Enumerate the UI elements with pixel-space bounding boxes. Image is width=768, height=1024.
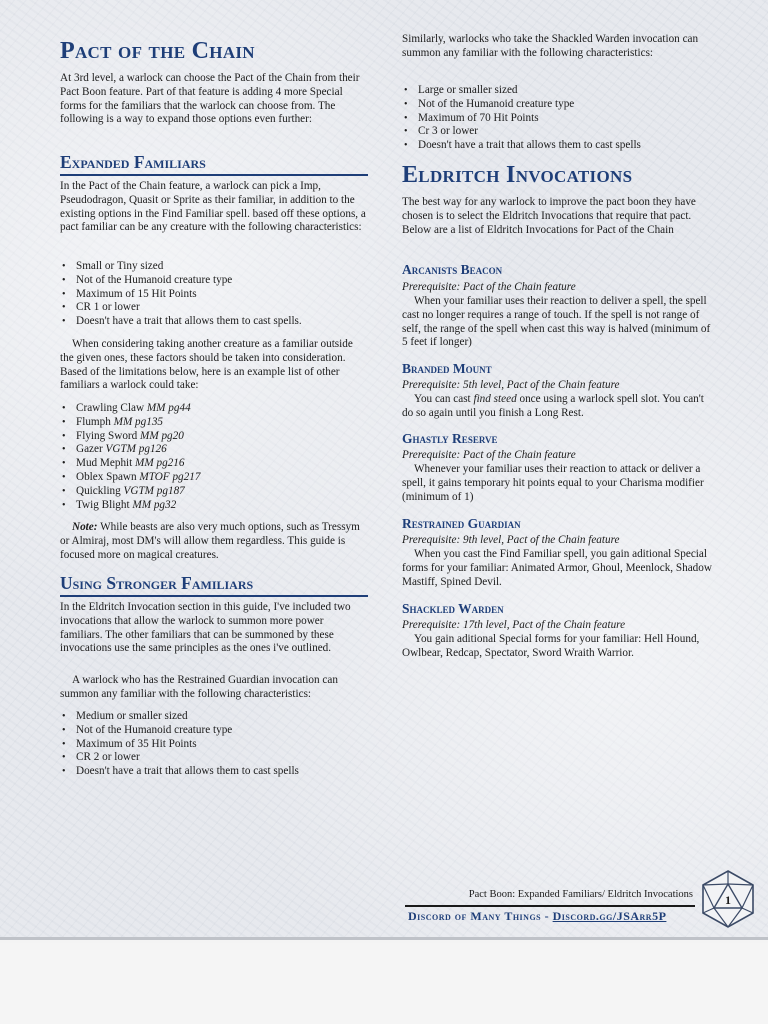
description-text: You can cast (414, 393, 474, 405)
invocation-prerequisite: Prerequisite: Pact of the Chain feature (402, 449, 576, 461)
list-item: • CR 1 or lower (60, 301, 368, 315)
intro-paragraph: At 3rd level, a warlock can choose the Pact of the Chain from their Pact Boon feature. Part of that feature is adding 4 more Special forms for the familiars that the warlock can choose from. The following is a way to expand those options even further: (60, 72, 360, 126)
familiar-name: Oblex Spawn (76, 470, 137, 483)
book-reference: VGTM pg187 (123, 484, 185, 497)
note-text: While beasts are also very much options, such as Tressym or Almiraj, most DM's will allow them regardless. This guide is focused more on magical creatures. (60, 521, 360, 561)
list-item: • Doesn't have a trait that allows them to cast spells (60, 765, 368, 779)
invocation-prerequisite: Prerequisite: 9th level, Pact of the Chain feature (402, 534, 620, 546)
familiar-name: Mud Mephit (76, 457, 133, 470)
list-item (60, 430, 368, 444)
book-reference: MM pg216 (135, 457, 185, 470)
book-reference: MM pg135 (113, 415, 164, 428)
invocation-description: You gain aditional Special forms for your familiar: Hell Hound, Owlbear, Redcap, Spectator, Sword Wraith Warrior. (402, 633, 700, 659)
invocation-prerequisite: Prerequisite: 17th level, Pact of the Chain feature (402, 619, 626, 631)
book-reference: MTOF pg217 (139, 470, 201, 483)
stronger-familiars-heading: Using Stronger Familiars (60, 573, 368, 597)
invocation-description: When you cast the Find Familiar spell, you gain aditional Special forms for your familiar: Animated Armor, Ghoul, Meenlock, Shadow Mastiff, Spined Devil. (402, 548, 712, 588)
page-background-below (0, 943, 768, 1024)
book-reference: MM pg44 (146, 402, 191, 414)
page-title: Pact of the Chain (60, 38, 255, 64)
invocation-heading: Arcanists Beacon (402, 262, 503, 277)
note-paragraph (60, 521, 368, 562)
footer-brand (408, 909, 666, 923)
book-reference: VGTM pg126 (105, 443, 167, 456)
list-item (60, 499, 368, 513)
list-item: • Maximum of 15 Hit Points (60, 288, 368, 302)
restrained-guardian-paragraph: A warlock who has the Restrained Guardian invocation can summon any familiar with the following characteristics: (60, 674, 338, 700)
familiar-criteria-list (60, 260, 368, 329)
list-item: • Not of the Humanoid creature type (60, 274, 368, 288)
expanded-familiars-heading: Expanded Familiars (60, 152, 368, 176)
spell-name: find steed (473, 393, 517, 405)
invocation-heading: Shackled Warden (402, 601, 504, 616)
shackled-intro-paragraph: Similarly, warlocks who take the Shackled Warden invocation can summon any familiar with the following characteristics: (402, 33, 699, 59)
invocation-prerequisite: Prerequisite: Pact of the Chain feature (402, 281, 576, 293)
list-item: • Maximum of 35 Hit Points (60, 738, 368, 752)
familiar-name: Twig Blight (76, 498, 130, 511)
list-item (60, 471, 368, 485)
invocation-description: Whenever your familiar uses their reaction to attack or deliver a spell, it gains temporary hit points equal to your Charisma modifier (minimum of 1) (402, 463, 704, 503)
invocation-prerequisite: Prerequisite: 5th level, Pact of the Chain feature (402, 379, 620, 391)
stronger-familiars-paragraph: In the Eldritch Invocation section in this guide, I've included two invocations that allow the warlock to summon more power familiars. The other familiars that can be summoned by these invocations use the same principles as the ones i've outlined. (60, 601, 351, 655)
familiar-name: Gazer (76, 443, 103, 456)
footer-divider (405, 905, 695, 907)
list-item: • Maximum of 70 Hit Points (402, 112, 712, 126)
invocation-heading: Restrained Guardian (402, 516, 521, 531)
discord-link[interactable]: Discord.gg/JSArr5P (552, 909, 667, 923)
invocation-heading: Branded Mount (402, 361, 492, 376)
list-item (60, 443, 368, 457)
familiar-name: Flying Sword (76, 429, 138, 442)
brand-name: Discord of Many Things - (408, 909, 553, 923)
list-item: • Not of the Humanoid creature type (60, 724, 368, 738)
list-item: • Cr 3 or lower (402, 125, 712, 139)
list-item: • Doesn't have a trait that allows them to cast spells (402, 139, 712, 153)
list-item: • Small or Tiny sized (60, 260, 368, 274)
list-item (60, 485, 368, 499)
stronger-criteria-list (60, 710, 368, 779)
list-item: • Doesn't have a trait that allows them to cast spells. (60, 315, 368, 329)
footer-section-title: Pact Boon: Expanded Familiars/ Eldritch Invocations (468, 889, 693, 900)
description-text: once using a warlock spell slot. You can't do so again until you finish a Long Rest. (402, 393, 704, 419)
familiar-name: Crawling Claw (76, 402, 145, 414)
invocation-description: When your familiar uses their reaction to deliver a spell, the spell cast no longer requires a range of touch. If the spell is not range of self, the range of the spell when cast this way is halved (minimum of 5 feet if longer) (402, 295, 711, 349)
d20-dice-icon (697, 868, 759, 930)
page-number: 1 (725, 893, 731, 907)
note-label: Note: (72, 521, 98, 533)
list-item (60, 416, 368, 430)
familiar-name: Flumph (76, 415, 111, 428)
expanded-familiars-paragraph: In the Pact of the Chain feature, a warlock can pick a Imp, Pseudodragon, Quasit or Sprite as their familiar, in addition to the existing options in the Find Familiar spell. based off these options, a pact familiar can be any creature with the following characteristics: (60, 180, 366, 234)
list-item: • Large or smaller sized (402, 84, 712, 98)
book-reference: MM pg32 (132, 498, 177, 511)
invocation-description (402, 393, 712, 421)
list-item: • Not of the Humanoid creature type (402, 98, 712, 112)
invocations-intro-paragraph: The best way for any warlock to improve the pact boon they have chosen is to select the Eldritch Invocations that require that pact. Below are a list of Eldritch Invocations for Pact of the Chain (402, 196, 696, 236)
list-item (60, 457, 368, 471)
invocation-heading: Ghastly Reserve (402, 431, 498, 446)
list-item: • Medium or smaller sized (60, 710, 368, 724)
list-item (60, 402, 368, 416)
list-item: • CR 2 or lower (60, 751, 368, 765)
familiar-name: Quickling (76, 484, 121, 497)
shackled-criteria-list (402, 84, 712, 153)
book-reference: MM pg20 (140, 429, 184, 442)
example-familiars-list (60, 402, 368, 512)
considerations-paragraph: When considering taking another creature as a familiar outside the given ones, these factors should be taken into consideration. Based of the limitations below, here is an example list of other familiars a warlock could take: (60, 338, 353, 392)
eldritch-invocations-title: Eldritch Invocations (402, 162, 633, 188)
